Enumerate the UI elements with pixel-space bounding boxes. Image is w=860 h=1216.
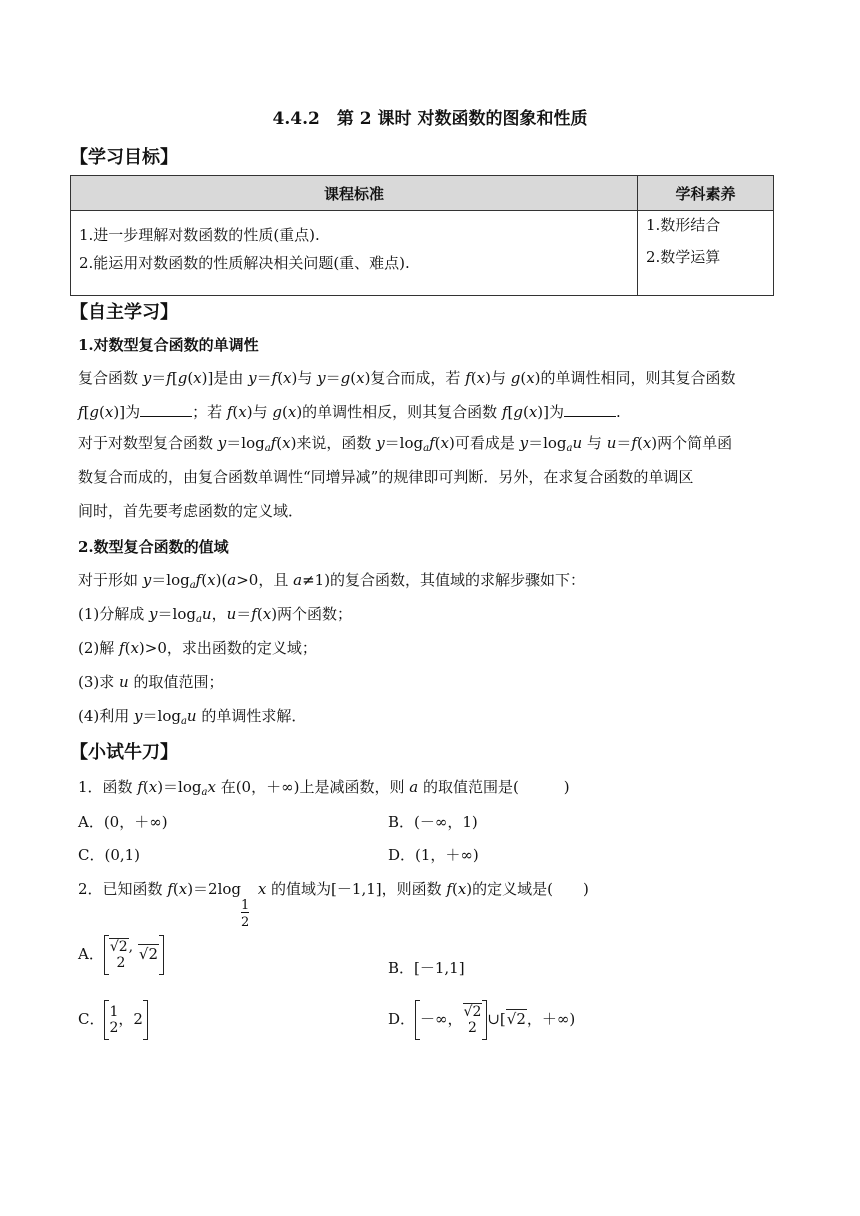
question-2: 2．已知函数 f(x)＝2log $\frac{1}{2}$ x 的值域为[－1,1]，则函数 f(x)的定义域是( ) [78, 879, 589, 899]
paragraph: f[g(x)]为 ；若 f(x)与 g(x)的单调性相反，则其复合函数 f[g(x)]为 . [78, 403, 621, 421]
option-d[interactable]: D．(1，＋∞) [388, 846, 479, 864]
subsection-title: 2.数型复合函数的值域 [78, 538, 229, 556]
option-a[interactable]: A．(0，＋∞) [78, 813, 168, 831]
option-c[interactable]: C． 1 2 ，2 [78, 1000, 148, 1040]
option-c[interactable]: C．(0,1) [78, 846, 141, 864]
question-1: 1．函数 $f(x)=\log_ax$ 在(0，＋∞)上是减函数，则 a 的取值范围是( ) [78, 778, 570, 798]
column-header-literacy: 学科素养 [638, 176, 774, 211]
paragraph: 数复合而成的，由复合函数单调性“同增异减”的规律即可判断．另外，在求复合函数的单调区 [78, 468, 694, 486]
goals-table [70, 175, 774, 296]
step-item: (3)求 u 的取值范围； [78, 673, 224, 691]
column-header-standard: 课程标准 [71, 176, 638, 211]
literacy-item: 2.数学运算 [646, 248, 721, 266]
option-b[interactable]: B．[－1,1] [388, 959, 465, 977]
standards-cell [71, 211, 638, 296]
option-d[interactable]: D． －∞， √2 2 ∪[√2，＋∞) [388, 1000, 575, 1040]
option-a[interactable]: A． √2, 2 √2 [78, 935, 164, 975]
literacy-cell [638, 211, 774, 296]
section-heading-practice: 【小试牛刀】 [70, 742, 178, 763]
literacy-item: 1.数形结合 [646, 216, 721, 234]
paragraph: 间时，首先要考虑函数的定义域． [78, 502, 304, 520]
standard-item: 2.能运用对数函数的性质解决相关问题(重、难点). [79, 254, 410, 272]
subsection-title: 1.对数型复合函数的单调性 [78, 336, 259, 354]
option-b[interactable]: B．(－∞，1) [388, 813, 478, 831]
paragraph: 对于形如 $y=\log_af(x)(a>0$，且 a≠1)的复合函数，其值域的求解步骤如下： [78, 571, 586, 591]
paragraph: 对于对数型复合函数 $y=\log_af(x)$来说，函数 $y=\log_af(x)$可看成是 $y=\log_au$ 与 u＝f(x)两个简单函 [78, 434, 733, 454]
paragraph: 复合函数 y＝f[g(x)]是由 y＝f(x)与 y＝g(x)复合而成，若 f(x)与 g(x)的单调性相同，则其复合函数 [78, 369, 736, 387]
page-title: 4.4.2 第 2 课时 对数函数的图象和性质 [272, 109, 588, 129]
step-item: (4)利用 $y=\log_au$ 的单调性求解． [78, 707, 307, 727]
section-heading-goals: 【学习目标】 [70, 147, 178, 168]
standard-item: 1.进一步理解对数函数的性质(重点). [79, 226, 320, 244]
section-heading-self-study: 【自主学习】 [70, 302, 178, 323]
step-item: (2)解 f(x)>0，求出函数的定义域； [78, 639, 317, 657]
step-item: (1)分解成 $y=\log_au$，u＝f(x)两个函数； [78, 605, 353, 625]
